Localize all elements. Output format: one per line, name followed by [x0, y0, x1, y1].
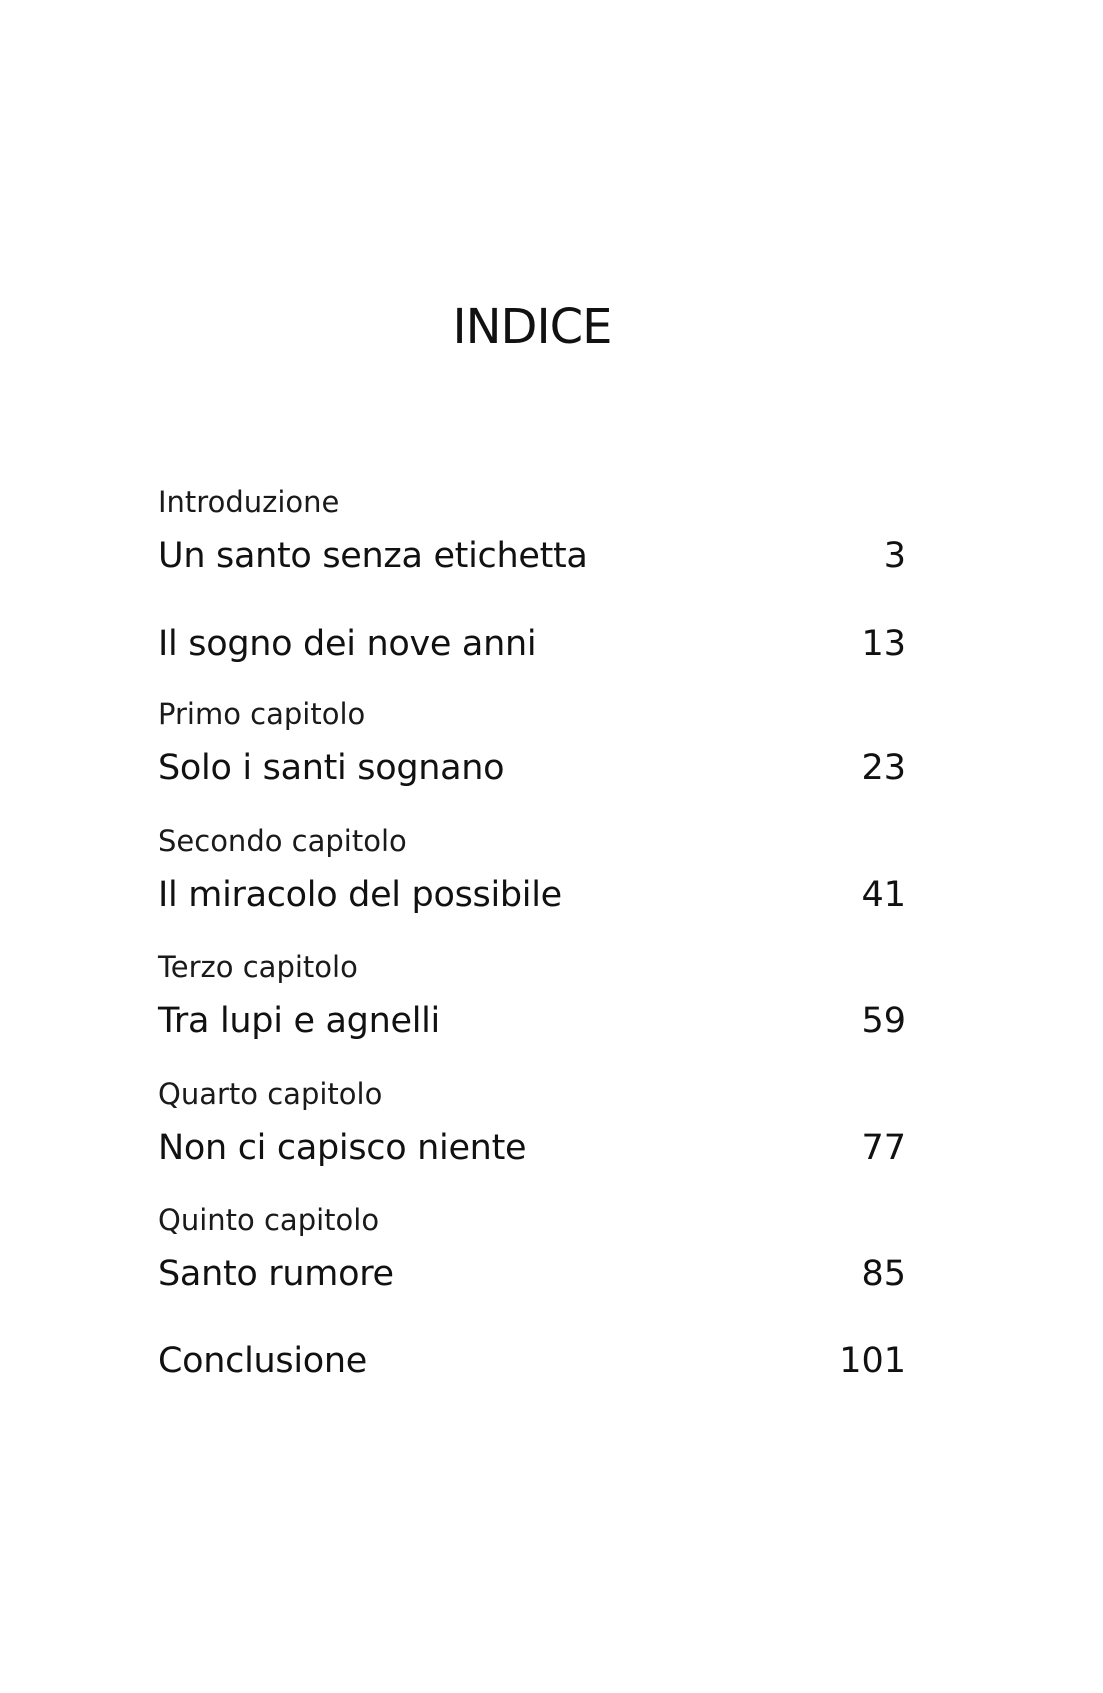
entry-page-number: 3 — [883, 536, 906, 576]
entry-page-number: 77 — [861, 1128, 906, 1168]
entry-title: Il miracolo del possibile — [158, 875, 562, 915]
entry-row — [158, 1254, 906, 1294]
entry-page-number: 13 — [861, 624, 906, 664]
entry-title: Santo rumore — [158, 1254, 394, 1294]
entry-title: Un santo senza etichetta — [158, 536, 588, 576]
entry-label: Introduzione — [158, 485, 340, 519]
entry-page-number: 23 — [861, 748, 906, 788]
entry-label: Primo capitolo — [158, 697, 366, 731]
entry-title: Non ci capisco niente — [158, 1128, 527, 1168]
entry-row — [158, 875, 906, 915]
entry-row — [158, 536, 906, 576]
entry-row — [158, 1128, 906, 1168]
entry-row — [158, 624, 906, 664]
entry-row — [158, 1341, 906, 1381]
entry-page-number: 59 — [861, 1001, 906, 1041]
page-title: INDICE — [452, 299, 612, 355]
entry-page-number: 41 — [861, 875, 906, 915]
entry-row — [158, 748, 906, 788]
entry-label: Quarto capitolo — [158, 1077, 383, 1111]
entry-title: Il sogno dei nove anni — [158, 624, 537, 664]
entry-title: Conclusione — [158, 1341, 367, 1381]
entry-label: Secondo capitolo — [158, 824, 407, 858]
entry-page-number: 85 — [861, 1254, 906, 1294]
entry-page-number: 101 — [839, 1341, 906, 1381]
entry-label: Terzo capitolo — [158, 950, 358, 984]
entry-row — [158, 1001, 906, 1041]
entry-label: Quinto capitolo — [158, 1203, 380, 1237]
entry-title: Solo i santi sognano — [158, 748, 505, 788]
entry-title: Tra lupi e agnelli — [158, 1001, 440, 1041]
